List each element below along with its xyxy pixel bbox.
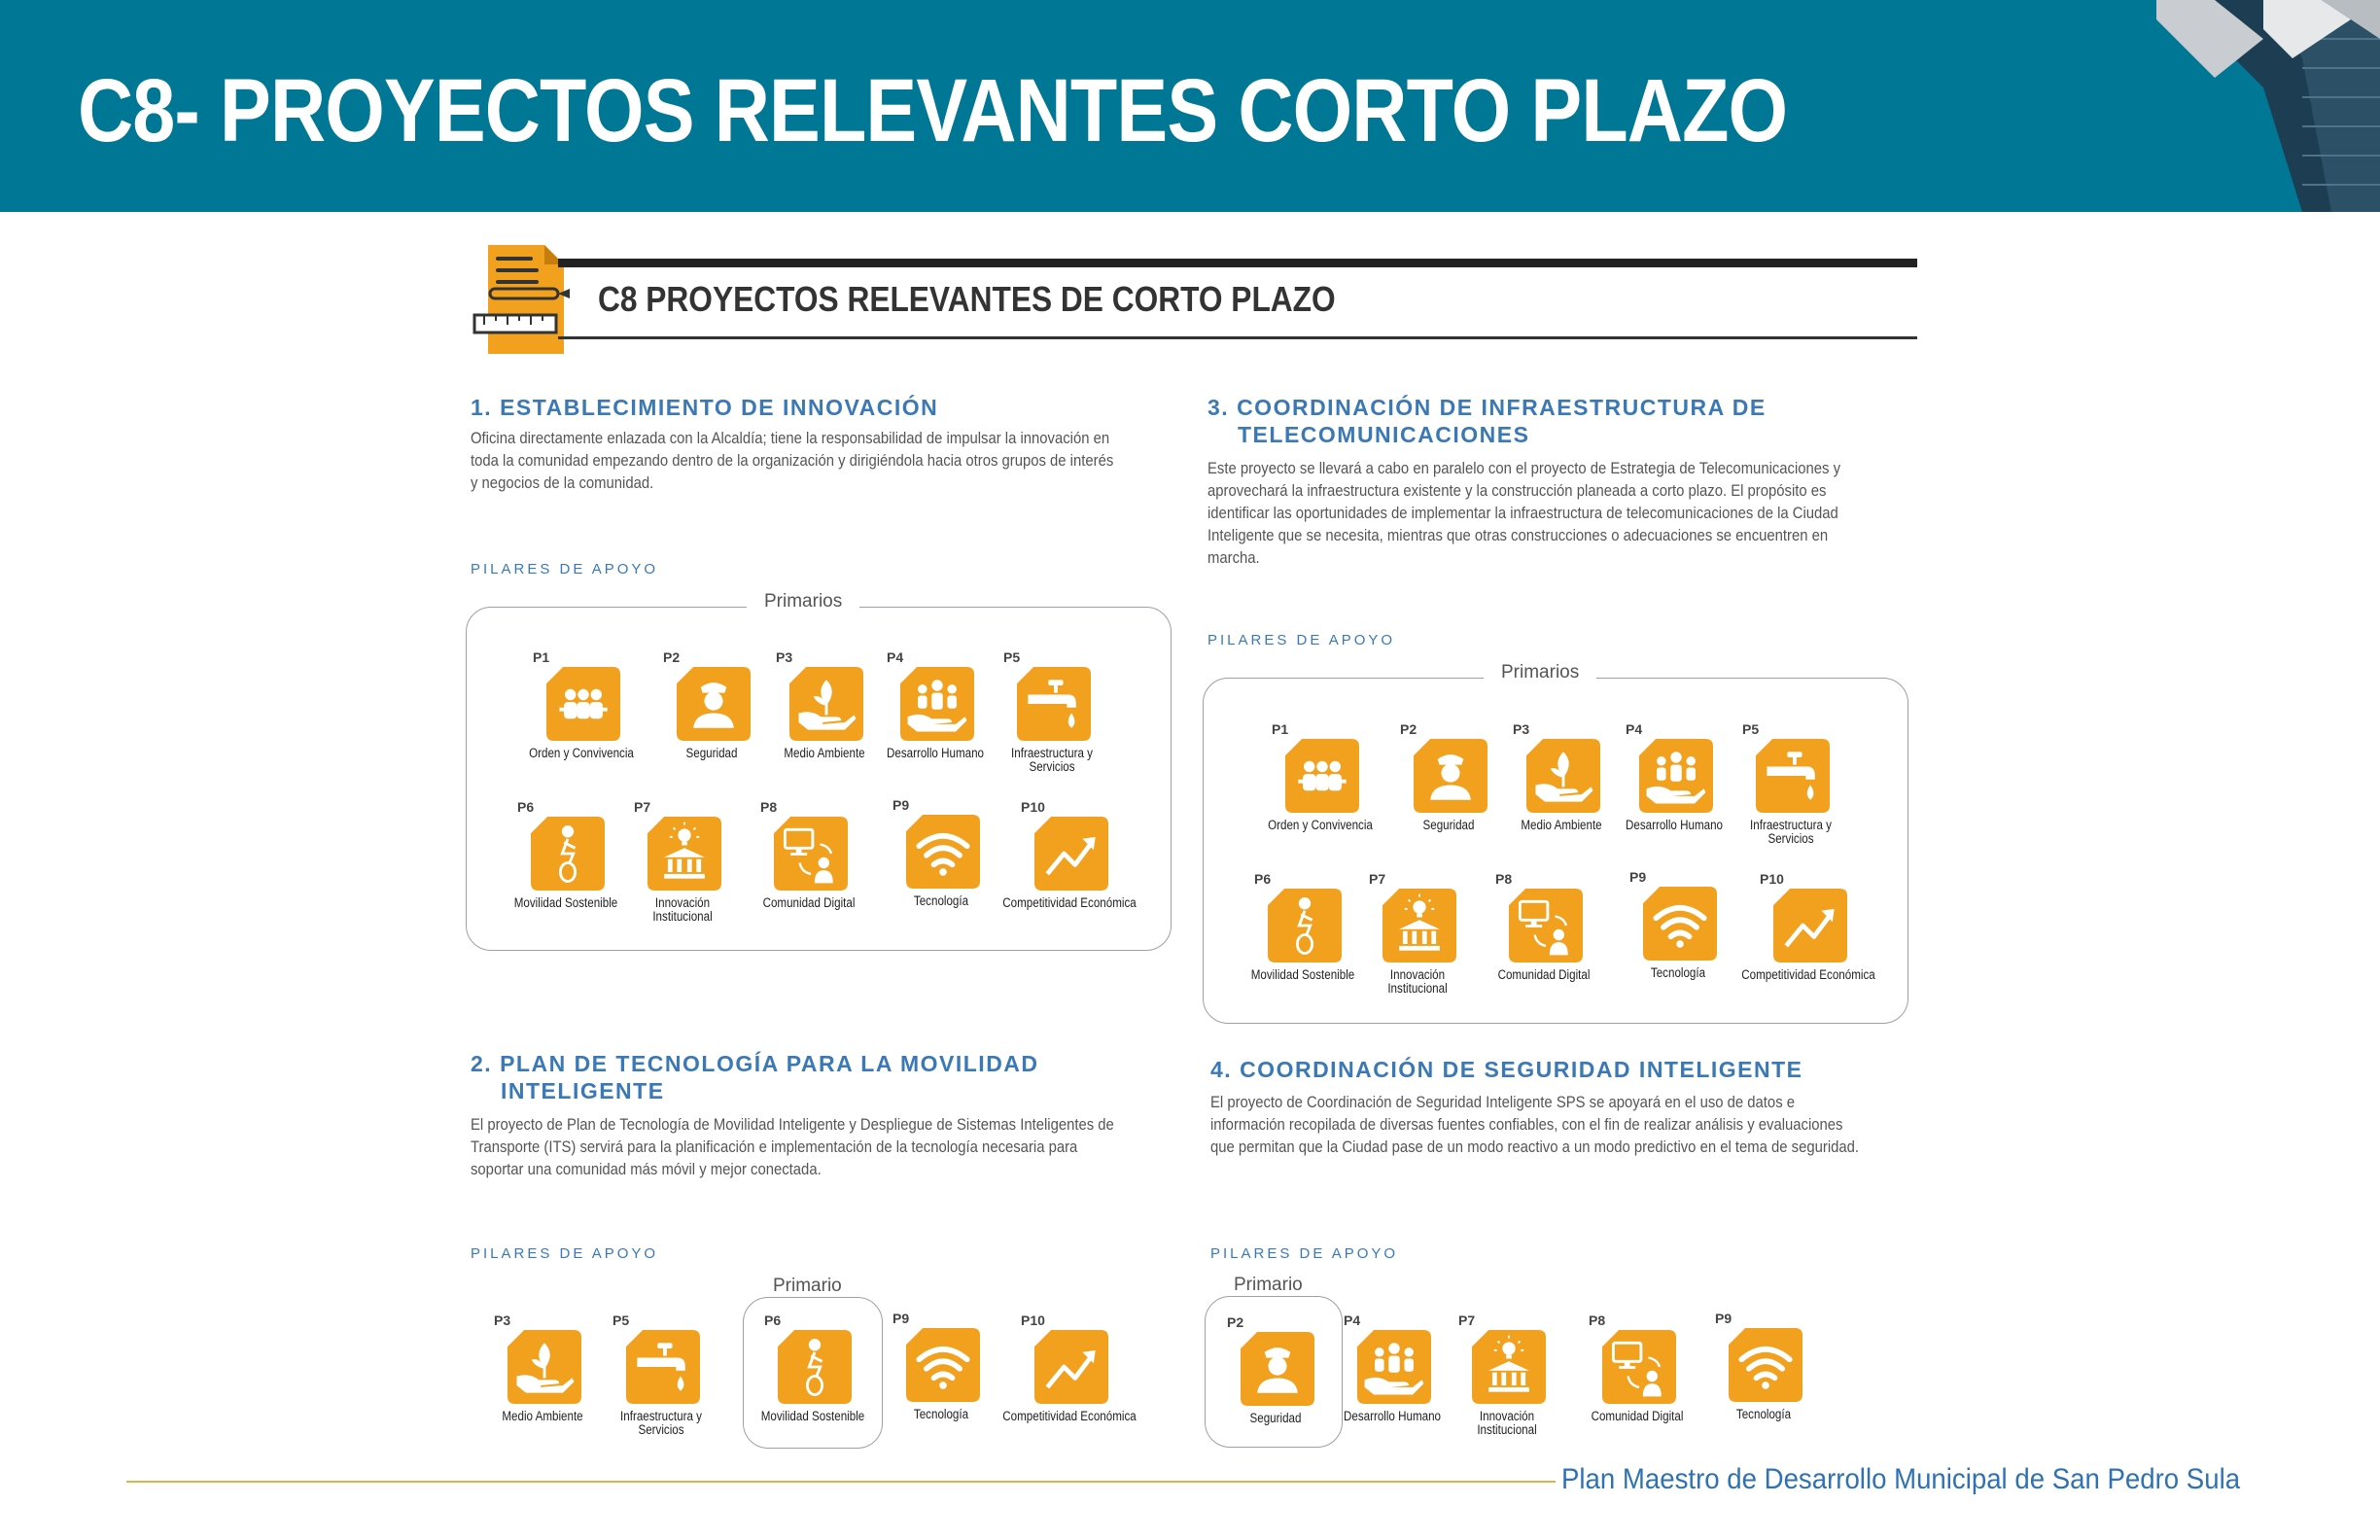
pillar-code: P1 — [1272, 721, 1289, 737]
pillar-label: Orden y Convivencia — [1268, 818, 1373, 832]
section-2-title-line2: INTELIGENTE — [501, 1078, 665, 1103]
police-icon — [677, 667, 751, 741]
pillar-code: P2 — [1400, 721, 1418, 737]
pillar-code: P10 — [1760, 871, 1784, 887]
pillar-code: P10 — [1021, 799, 1045, 815]
pillar-label: Movilidad Sostenible — [1250, 967, 1355, 982]
footer-text: Plan Maestro de Desarrollo Municipal de San Pedro Sula — [1561, 1463, 2241, 1495]
section-2-title — [471, 1050, 1039, 1104]
pillar-label: Desarrollo Humano — [886, 746, 985, 760]
pillar-code: P9 — [892, 1311, 910, 1326]
section-4-pilares-label: PILARES DE APOYO — [1210, 1245, 1399, 1262]
bulb-building-icon — [1382, 889, 1456, 962]
footer-rule — [126, 1481, 1556, 1483]
page-title: C8- PROYECTOS RELEVANTES CORTO PLAZO — [78, 61, 1788, 160]
section-3-title-line2: TELECOMUNICACIONES — [1238, 422, 1530, 447]
pillar-label: Tecnología — [913, 1407, 969, 1421]
section-3-title — [1208, 394, 1767, 448]
pillar-code: P9 — [892, 797, 910, 813]
section-4-description: El proyecto de Coordinación de Seguridad Inteligente SPS se apoyará en el uso de datos e información recopilada de diversas fuentes confiables, con el fin de realizar análisis y evaluaciones que permitan que la Ciudad pase de un modo reactivo a un modo predictivo en el tema de seguridad. — [1210, 1094, 1860, 1156]
pillar-code: P8 — [1495, 871, 1513, 887]
plant-hand-icon — [1526, 739, 1600, 813]
pillar-label: Infraestructura y Servicios — [1750, 818, 1832, 846]
pillar-code: P6 — [517, 799, 535, 815]
bicycle-icon — [778, 1330, 852, 1404]
pillar-code: P4 — [1626, 721, 1643, 737]
pillar-label: Comunidad Digital — [762, 895, 856, 910]
pillar-label: Orden y Convivencia — [529, 746, 634, 760]
group-icon — [1285, 739, 1359, 813]
trend-icon — [1034, 1330, 1108, 1404]
pillar-label: Innovación Institucional — [652, 895, 713, 924]
section-3-primary-label: Primarios — [1484, 662, 1596, 683]
pillar-code: P2 — [1227, 1314, 1244, 1330]
pillar-label: Medio Ambiente — [1521, 818, 1602, 832]
plant-hand-icon — [789, 667, 863, 741]
section-2-pilares-label: PILARES DE APOYO — [471, 1245, 659, 1262]
pillar-label: Desarrollo Humano — [1625, 818, 1724, 832]
police-icon — [1414, 739, 1488, 813]
bicycle-icon — [1268, 889, 1342, 962]
section-1-pilares-label: PILARES DE APOYO — [471, 561, 659, 578]
pillar-code: P3 — [1513, 721, 1530, 737]
section-2-primary-label: Primario — [756, 1276, 858, 1297]
pillar-code: P9 — [1715, 1311, 1732, 1326]
pillar-code: P8 — [760, 799, 778, 815]
section-1-title: 1. ESTABLECIMIENTO DE INNOVACIÓN — [471, 395, 939, 420]
pillar-label: Seguridad — [1422, 818, 1475, 832]
pillar-code: P6 — [764, 1312, 782, 1328]
group-icon — [546, 667, 620, 741]
pillar-code: P7 — [1458, 1312, 1476, 1328]
pillar-label: Comunidad Digital — [1591, 1409, 1684, 1423]
pillar-code: P5 — [1003, 649, 1021, 665]
pillar-code: P6 — [1254, 871, 1272, 887]
plant-hand-icon — [508, 1330, 581, 1404]
section-3-title-line1: 3. COORDINACIÓN DE INFRAESTRUCTURA DE — [1208, 395, 1767, 420]
wifi-icon — [906, 815, 980, 889]
section-3-pilares-label: PILARES DE APOYO — [1208, 632, 1396, 648]
pillar-label: Seguridad — [1249, 1411, 1302, 1425]
wifi-icon — [1729, 1328, 1802, 1402]
pillar-label: Competitividad Económica — [1002, 1409, 1137, 1423]
section-2-title-line1: 2. PLAN DE TECNOLOGÍA PARA LA MOVILIDAD — [471, 1051, 1039, 1076]
people-hand-icon — [1639, 739, 1713, 813]
computer-user-icon — [1509, 889, 1583, 962]
pillar-code: P4 — [887, 649, 904, 665]
pillar-label: Infraestructura y Servicios — [620, 1409, 702, 1437]
bulb-building-icon — [648, 817, 721, 891]
bicycle-icon — [531, 817, 605, 891]
building-photo-corner — [2156, 0, 2380, 212]
pillar-code: P7 — [634, 799, 651, 815]
pillar-label: Seguridad — [685, 746, 738, 760]
pillar-code: P8 — [1589, 1312, 1606, 1328]
faucet-icon — [1017, 667, 1091, 741]
faucet-icon — [1756, 739, 1830, 813]
section-2-description: El proyecto de Plan de Tecnología de Movilidad Inteligente y Despliegue de Sistemas Inteligentes de Transporte (ITS) servirá para la planificación e implementación de la tecnología necesaria para soportar una comunidad más móvil y mejor conectada. — [471, 1116, 1114, 1178]
section-4-title: 4. COORDINACIÓN DE SEGURIDAD INTELIGENTE — [1210, 1057, 1803, 1082]
pillar-label: Movilidad Sostenible — [513, 895, 618, 910]
pillar-label: Innovación Institucional — [1477, 1409, 1537, 1437]
pillar-code: P9 — [1629, 869, 1647, 885]
pillar-code: P3 — [776, 649, 793, 665]
pillar-label: Competitividad Económica — [1741, 967, 1875, 982]
pillar-label: Tecnología — [1735, 1407, 1792, 1421]
section-header-title: C8 PROYECTOS RELEVANTES DE CORTO PLAZO — [598, 279, 1336, 319]
pillar-code: P1 — [533, 649, 550, 665]
header-rule-thin — [558, 336, 1917, 339]
people-hand-icon — [900, 667, 974, 741]
pillar-label: Medio Ambiente — [502, 1409, 583, 1423]
wifi-icon — [1643, 887, 1717, 961]
pillar-label: Infraestructura y Servicios — [1011, 746, 1093, 774]
trend-icon — [1773, 889, 1847, 962]
wifi-icon — [906, 1328, 980, 1402]
computer-user-icon — [774, 817, 848, 891]
pillar-code: P5 — [1742, 721, 1760, 737]
pillar-code: P3 — [494, 1312, 511, 1328]
pillar-label: Medio Ambiente — [784, 746, 865, 760]
section-1-primary-label: Primarios — [747, 591, 859, 612]
section-1-description: Oficina directamente enlazada con la Alcaldía; tiene la responsabilidad de impulsar la innovación en toda la comunidad empezando dentro de la organización y dirigiéndola hacia otros grupos de interés y negocios de la comunidad. — [471, 430, 1114, 492]
pillar-code: P7 — [1369, 871, 1386, 887]
pillar-label: Comunidad Digital — [1497, 967, 1591, 982]
people-hand-icon — [1357, 1330, 1431, 1404]
pillar-code: P2 — [663, 649, 681, 665]
header-rule-thick — [558, 259, 1917, 267]
pillar-code: P5 — [612, 1312, 630, 1328]
pillar-label: Competitividad Económica — [1002, 895, 1137, 910]
pillar-code: P4 — [1344, 1312, 1361, 1328]
pillar-label: Desarrollo Humano — [1343, 1409, 1442, 1423]
faucet-icon — [626, 1330, 700, 1404]
pillar-label: Tecnología — [1650, 965, 1706, 980]
pillar-code: P10 — [1021, 1312, 1045, 1328]
pillar-label: Innovación Institucional — [1387, 967, 1448, 996]
trend-icon — [1034, 817, 1108, 891]
section-4-primary-label: Primario — [1217, 1275, 1319, 1296]
bulb-building-icon — [1472, 1330, 1546, 1404]
computer-user-icon — [1602, 1330, 1676, 1404]
police-icon — [1241, 1332, 1314, 1406]
pillar-label: Movilidad Sostenible — [760, 1409, 865, 1423]
section-3-description: Este proyecto se llevará a cabo en paralelo con el proyecto de Estrategia de Telecomunicaciones y aprovechará la infraestructura existente y la construcción planeada a corto plazo. El propósito es identificar las oportunidades de implementar la infraestructura de telecomunicaciones de la Ciudad Inteligente que se necesita, mientras que otras construcciones o adecuaciones se encuentren en marcha. — [1208, 460, 1841, 567]
pillar-label: Tecnología — [913, 893, 969, 908]
